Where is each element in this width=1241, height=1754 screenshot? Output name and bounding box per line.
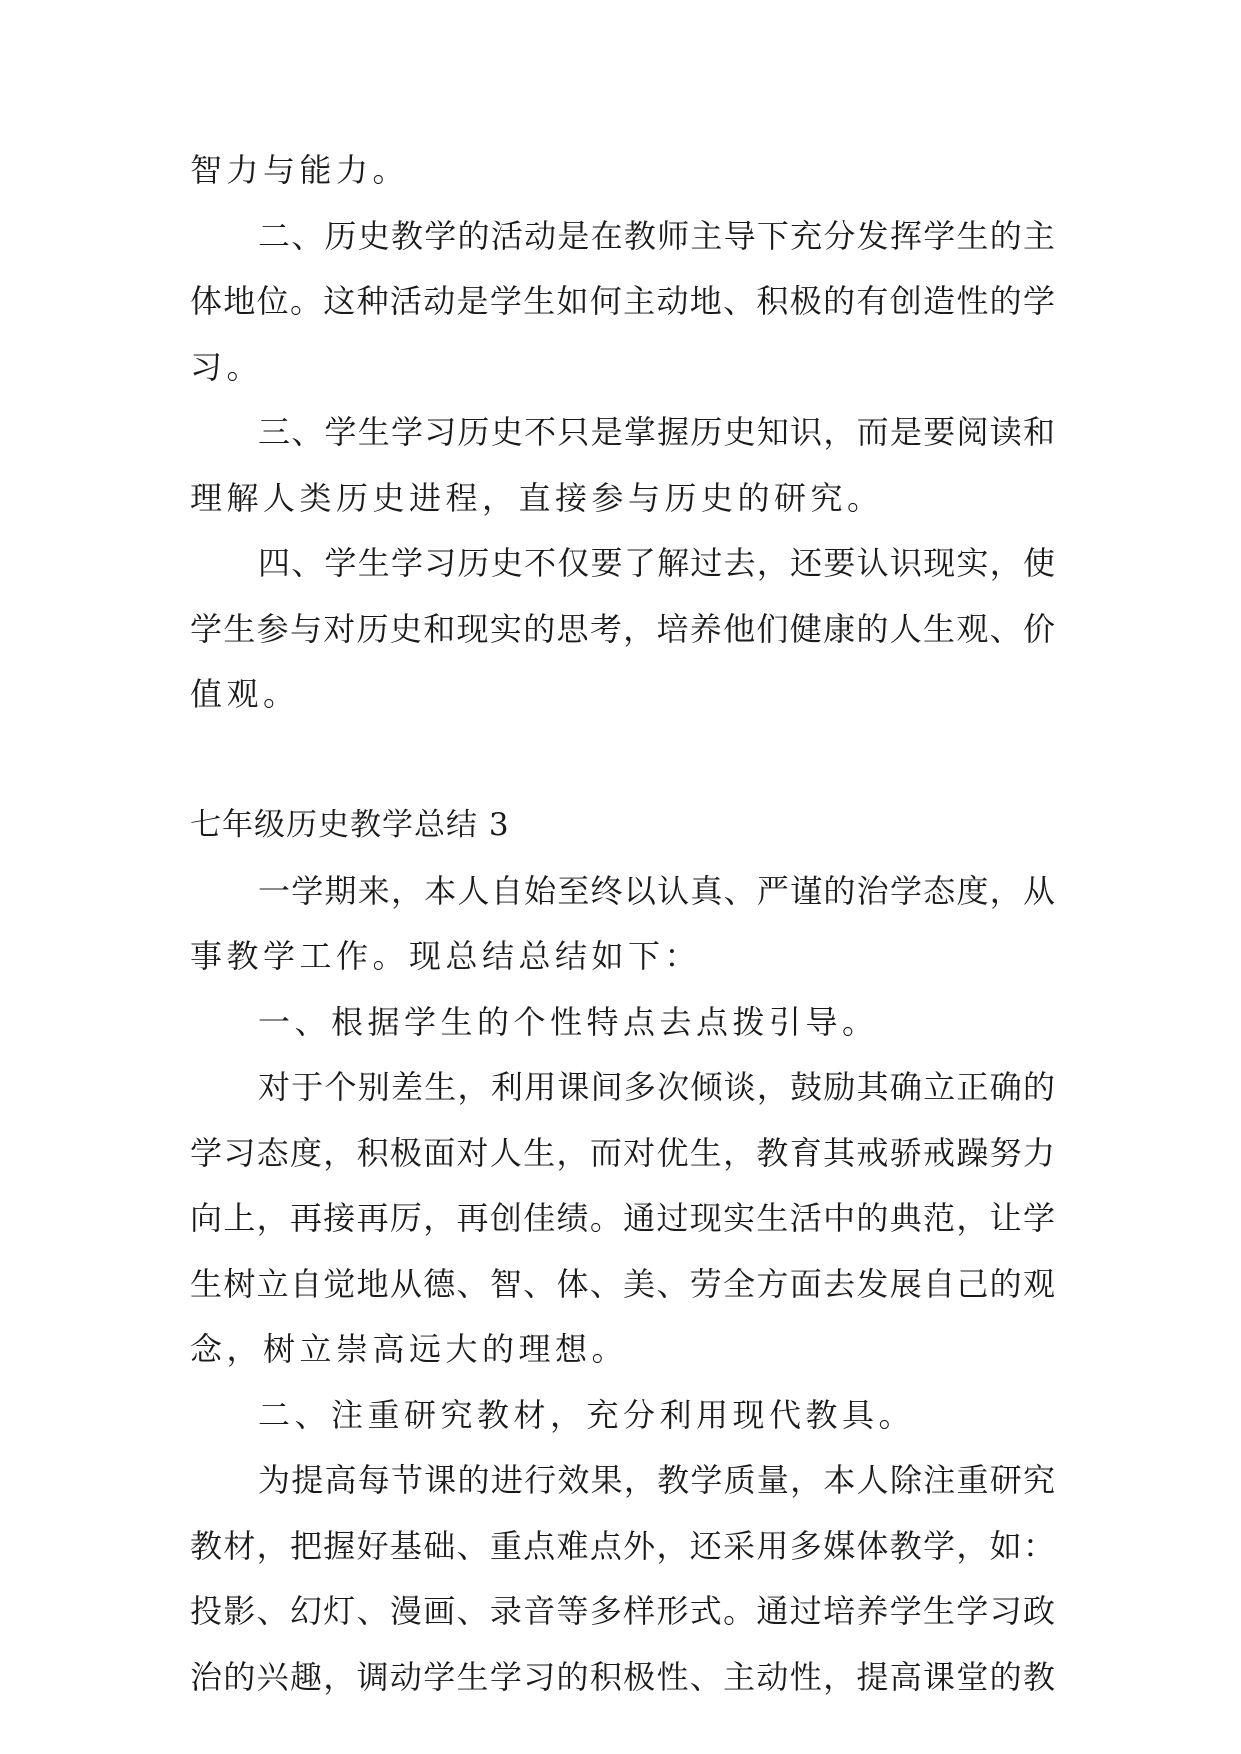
paragraph-5-line-2: 事教学工作。现总结总结如下： — [190, 937, 702, 975]
paragraph-7-line-1: 为提高每节课的进行效果，教学质量，本人除注重研究 — [258, 1461, 1055, 1499]
paragraph-6-line-4: 生树立自觉地从德、智、体、美、劳全方面去发展自己的观 — [190, 1264, 1055, 1303]
section-heading: 七年级历史教学总结 3 — [190, 807, 510, 843]
section-gap — [190, 728, 1055, 794]
text-line: 智力与能力。 — [190, 151, 410, 189]
paragraph-2-line-1: 二、历史教学的活动是在教师主导下充分发挥学生的主 — [258, 216, 1055, 255]
paragraph-4-line-3: 值观。 — [190, 675, 300, 713]
paragraph-2-line-3: 习。 — [190, 347, 264, 386]
point-one-heading: 一、根据学生的个性特点去点拨引导。 — [258, 1002, 879, 1041]
paragraph-6-line-5: 念，树立崇高远大的理想。 — [190, 1330, 629, 1368]
paragraph-3-line-2: 理解人类历史进程，直接参与历史的研究。 — [190, 478, 884, 517]
paragraph-4-line-2: 学生参与对历史和现实的思考，培养他们健康的人生观、价 — [190, 609, 1055, 648]
paragraph-7-line-2: 教材，把握好基础、重点难点外，还采用多媒体教学，如： — [190, 1526, 1055, 1565]
paragraph-4-line-1: 四、学生学习历史不仅要了解过去，还要认识现实，使 — [258, 544, 1055, 582]
paragraph-7-line-4: 治的兴趣，调动学生学习的积极性、主动性，提高课堂的教 — [190, 1657, 1055, 1696]
point-two-heading: 二、注重研究教材，充分利用现代教具。 — [258, 1395, 916, 1434]
paragraph-7-line-3: 投影、幻灯、漫画、录音等多样形式。通过培养学生学习政 — [190, 1592, 1055, 1630]
paragraph-2-line-2: 体地位。这种活动是学生如何主动地、积极的有创造性的学 — [190, 282, 1055, 320]
paragraph-6-line-2: 学习态度，积极面对人生，而对优生，教育其戒骄戒躁努力 — [190, 1133, 1055, 1172]
paragraph-5-line-1: 一学期来，本人自始至终以认真、严谨的治学态度，从 — [258, 871, 1055, 910]
document-body — [190, 138, 1055, 1710]
paragraph-3-line-1: 三、学生学习历史不只是掌握历史知识，而是要阅读和 — [258, 413, 1055, 451]
paragraph-6-line-3: 向上，再接再厉，再创佳绩。通过现实生活中的典范，让学 — [190, 1199, 1055, 1237]
paragraph-6-line-1: 对于个别差生，利用课间多次倾谈，鼓励其确立正确的 — [258, 1068, 1055, 1106]
